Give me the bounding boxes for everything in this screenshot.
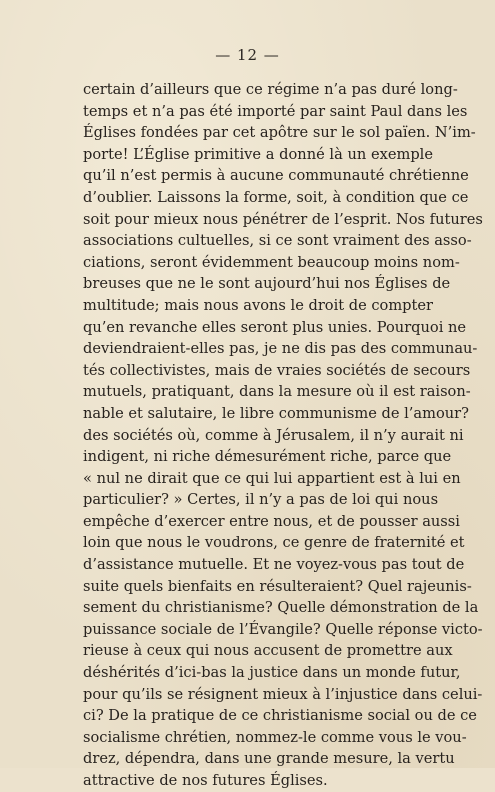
text-line: d’oublier. Laissons la forme, soit, à condition que ce <box>83 188 469 206</box>
text-line: Églises fondées par cet apôtre sur le sol païen. N’im- <box>83 124 476 142</box>
text-line: attractive de nos futures Églises. <box>83 772 328 789</box>
text-line: porte! L’Église primitive a donné là un exemple <box>83 145 433 163</box>
text-line: soit pour mieux nous pénétrer de l’esprit. Nos futures <box>83 210 483 228</box>
text-line: des sociétés où, comme à Jérusalem, il n’y aurait ni <box>83 426 464 444</box>
text-line: suite quels bienfaits en résulteraient? Quel rajeunis- <box>83 577 472 595</box>
text-line: drez, dépendra, dans une grande mesure, la vertu <box>83 750 455 768</box>
text-line: puissance sociale de l’Évangile? Quelle réponse victo- <box>83 620 483 638</box>
text-line: sement du christianisme? Quelle démonstration de la <box>83 599 479 617</box>
text-line: tés collectivistes, mais de vraies sociétés de secours <box>83 361 471 379</box>
text-line: déshérités d’ici-bas la justice dans un monde futur, <box>83 664 461 682</box>
text-line: pour qu’ils se résignent mieux à l’injustice dans celui- <box>83 685 483 703</box>
text-line: associations cultuelles, si ce sont vraiment des asso- <box>83 232 472 250</box>
text-line: temps et n’a pas été importé par saint Paul dans les <box>83 102 468 120</box>
text-line: multitude; mais nous avons le droit de compter <box>83 296 433 314</box>
text-line: rieuse à ceux qui nous accusent de promettre aux <box>83 642 453 660</box>
text-line: ciations, seront évidemment beaucoup moins nom- <box>83 253 460 271</box>
text-line: ci? De la pratique de ce christianisme social ou de ce <box>83 707 477 725</box>
body-text <box>83 79 483 792</box>
text-line: indigent, ni riche démesurément riche, parce que <box>83 448 452 466</box>
text-line: d’assistance mutuelle. Et ne voyez-vous pas tout de <box>83 556 465 574</box>
text-line: qu’en revanche elles seront plus unies. Pourquoi ne <box>83 318 467 336</box>
text-line: nable et salutaire, le libre communisme de l’amour? <box>83 404 469 422</box>
text-line: particulier? » Certes, il n’y a pas de loi qui nous <box>83 491 439 509</box>
text-line: mutuels, pratiquant, dans la mesure où il est raison- <box>83 383 471 401</box>
text-line: deviendraient-elles pas, je ne dis pas des communau- <box>83 340 478 358</box>
page-number: — 12 — <box>215 46 280 64</box>
text-line: empêche d’exercer entre nous, et de pousser aussi <box>83 512 460 530</box>
text-line: breuses que ne le sont aujourd’hui nos Églises de <box>83 275 451 293</box>
text-line: socialisme chrétien, nommez-le comme vous le vou- <box>83 728 467 746</box>
text-line: qu’il n’est permis à aucune communauté chrétienne <box>83 167 469 185</box>
text-line: certain d’ailleurs que ce régime n’a pas duré long- <box>83 81 458 98</box>
text-line: loin que nous le voudrons, ce genre de fraternité et <box>83 534 465 552</box>
text-line: « nul ne dirait que ce qui lui appartient est à lui en <box>83 469 461 487</box>
